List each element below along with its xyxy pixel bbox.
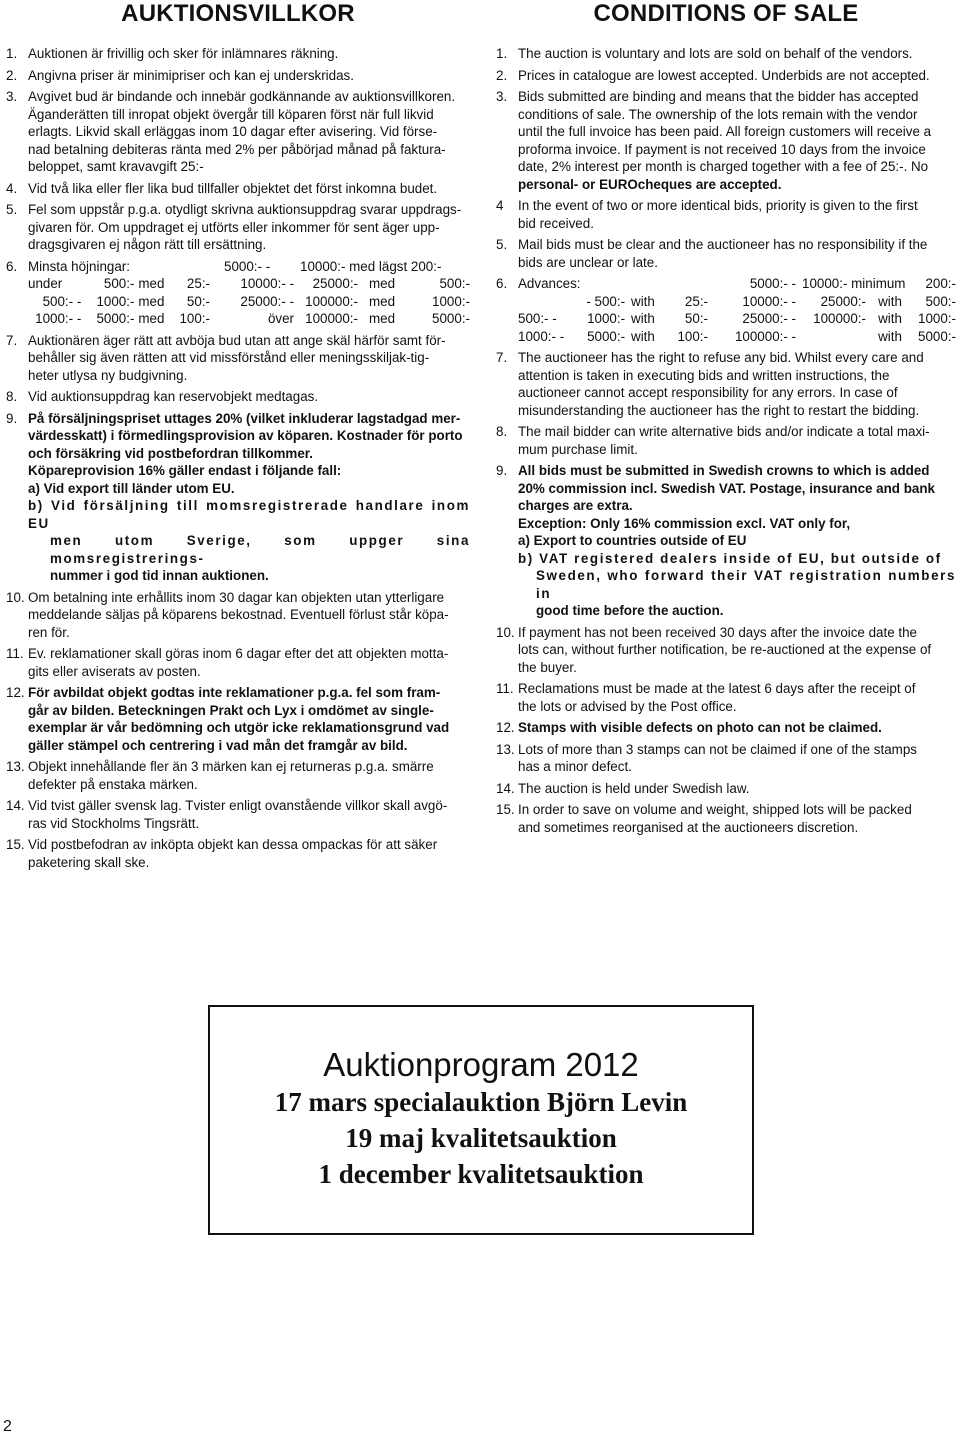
swedish-conditions-column	[6, 0, 470, 875]
list-item: 9. På försäljningspriset uttages 20% (vilket inkluderar lagstadgad mer- värdesskatt) i förmedlingsprovision av köparen. Kostnader för porto och försäkring vid postbefordran tillkommer. Köpareprovision 16% gäller endast i följande fall: a) Vid export till länder utom EU. b) Vid försäljning till momsregistrerade handlare inom EU men utom Sverige, som uppger sina momsregistrerings- nummer i god tid innan auktionen.	[6, 410, 470, 583]
list-item: 3. Bids submitted are binding and means that the bidder has accepted conditions of sale. The ownership of the lots remain with the vendor until the full invoice has been paid. All foreign customers will receive a proforma invoice. If payment is not received 10 days from the invoice date, 2% interest per month is charged together with a fee of 25:-. No personal- or EUROcheques are accepted.	[496, 89, 932, 192]
table-row: Minsta höjningar: 5000:- - 10000:- med lägst 200:-	[28, 258, 442, 274]
list-item: 12. Stamps with visible defects on photo can not be claimed.	[496, 720, 882, 735]
table-row: - 500:- with 25:- 10000:- - 25000:- with 500:-	[586, 293, 956, 309]
english-title: CONDITIONS OF SALE	[593, 0, 859, 27]
list-item: 7. Auktionären äger rätt att avböja bud utan att ange skäl härför samt för- behåller sig även rätten att vid missförstånd eller meningsskiljak-tig- heter utlysa ny budgivning.	[6, 332, 446, 383]
table-row: Advances: 5000:- - 10000:- minimum 200:-	[518, 276, 956, 291]
list-item: 13. Objekt innehållande fler än 3 märken kan ej returneras p.g.a. smärre defekter på enstaka märken.	[6, 759, 434, 792]
table-row: 1000:- - 5000:- med 100:- över 100000:- med 5000:-	[35, 311, 470, 326]
list-item: 7. The auctioneer has the right to refuse any bid. Whilst every care and attention is taken in executing bids and written instructions, the auctioneer cannot accept responsibility for any errors. In case of misunderstanding the auctioneer has the right to restart the bidding.	[496, 350, 924, 418]
list-item: 2. Prices in catalogue are lowest accepted. Underbids are not accepted.	[496, 67, 930, 83]
list-item: 15. In order to save on volume and weight, shipped lots will be packed and sometimes reorganised at the auctioneers discretion.	[496, 802, 912, 835]
program-title: Auktionprogram 2012	[323, 1046, 639, 1083]
list-item: 4. Vid två lika eller fler lika bud tillfaller objektet det först inkomna budet.	[6, 180, 438, 196]
swedish-title: AUKTIONSVILLKOR	[121, 0, 355, 27]
list-item: 14. Vid tvist gäller svensk lag. Tvister enligt ovanstående villkor skall avgö- ras vid Stockholms Tingsrätt.	[6, 798, 448, 831]
list-item: 3. Avgivet bud är bindande och innebär godkännande av auktionsvillkoren. Äganderätten till inropat objekt övergår till köparen först när full likvid erlagts. Likvid skall erläggas inom 10 dagar efter avisering. Vid förse- nad betalning debiteras ränta med 2% per påbörjad månad på faktura- beloppet, samt kravavgift 25:-	[6, 89, 456, 174]
list-item: 15. Vid postbefodran av inköpta objekt kan dessa ompackas för att säker paketering skall ske.	[6, 837, 438, 870]
list-item: 14. The auction is held under Swedish law.	[496, 780, 750, 796]
minimum-increments-table	[28, 258, 470, 328]
english-conditions-list	[496, 45, 956, 836]
list-item: 11. Reclamations must be made at the latest 6 days after the receipt of the lots or advised by the Post office.	[496, 681, 916, 714]
list-item: 8. Vid auktionsuppdrag kan reservobjekt medtagas.	[6, 389, 319, 404]
list-item: 1. Auktionen är frivillig och sker för inlämnares räkning.	[6, 46, 339, 61]
list-item: 6. Minsta höjningar: 5000:- - 10000:- med lägst 200:- under 500:- med 25:- 10000:- - 25000:- med 500:- 500:- - 1000:- med 50:- 25000:- - 100000:- med 1000:- 1000:- - 5000:- med 100:- över 100000:- med 5000:-	[6, 258, 470, 326]
list-item: 13. Lots of more than 3 stamps can not be claimed if one of the stamps has a minor defect.	[496, 741, 917, 774]
swedish-conditions-list	[6, 45, 470, 871]
list-item: 2. Angivna priser är minimipriser och kan ej underskridas.	[6, 67, 354, 83]
list-item: 1. The auction is voluntary and lots are sold on behalf of the vendors.	[496, 46, 913, 61]
table-row: under 500:- med 25:- 10000:- - 25000:- med 500:-	[28, 276, 470, 291]
list-item: 10. Om betalning inte erhållits inom 30 dagar kan objekten utan ytterligare meddelande säljas på köparens bekostnad. Eventuell förlust står köpa- ren för.	[6, 589, 449, 640]
list-item: 8. The mail bidder can write alternative bids and/or indicate a total maxi- mum purchase limit.	[496, 424, 930, 457]
list-item: 10. If payment has not been received 30 days after the invoice date the lots can, without further notification, be re-auctioned at the expense of the buyer.	[496, 624, 932, 675]
auction-program-box	[208, 1005, 754, 1235]
table-row: 500:- - 1000:- with 50:- 25000:- - 100000:- with 1000:-	[518, 311, 956, 326]
list-item: 5. Fel som uppstår p.g.a. otydligt skrivna auktionsuppdrag svarar uppdrags- givaren för. Om uppdraget ej utförts eller inkommer för sent äger upp- dragsgivaren ej någon rätt till ersättning.	[6, 202, 462, 252]
list-item: 12. För avbildat objekt godtas inte reklamationer p.g.a. fel som fram- går av bilden. Beteckningen Prakt och Lyx i omdömet av single- exemplar är vår bedömning och utgör icke reklamationsgrund vad gäller stämpel och centrering i vad mån det framgår av bild.	[6, 685, 450, 753]
list-item: 4 In the event of two or more identical bids, priority is given to the first bid received.	[496, 198, 918, 231]
advances-table	[518, 275, 956, 345]
page-number: 2	[3, 1418, 12, 1435]
list-item: 11. Ev. reklamationer skall göras inom 6 dagar efter det att objekten motta- gits eller aviserats av posten.	[6, 646, 449, 679]
program-line: 17 mars specialauktion Björn Levin	[274, 1087, 688, 1117]
list-item: 9. All bids must be submitted in Swedish crowns to which is added 20% commission incl. Swedish VAT. Postage, insurance and bank charges are extra. Exception: Only 16% commission excl. VAT only for, a) Export to countries outside of EU b) VAT registered dealers inside of EU, but outside of Sweden, who forward their VAT registration numbers in good time before the auction.	[496, 463, 956, 618]
program-line: 1 december kvalitetsauktion	[318, 1159, 644, 1189]
english-conditions-column	[496, 0, 956, 840]
table-row: 1000:- - 5000:- with 100:- 100000:- - with 5000:-	[518, 328, 956, 344]
program-line: 19 maj kvalitetsauktion	[345, 1123, 617, 1153]
list-item: 6. Advances: 5000:- - 10000:- minimum 200:- - 500:- with 25:- 10000:- - 25000:- with 500:- 500:- - 1000:- with 50:- 25000:- - 100000:- with 1000:- 1000:- - 5000:- with 100:- 100000:- - with 5000:-	[496, 276, 956, 344]
table-row: 500:- - 1000:- med 50:- 25000:- - 100000:- med 1000:-	[42, 293, 470, 309]
list-item: 5. Mail bids must be clear and the auctioneer has no responsibility if the bids are unclear or late.	[496, 237, 928, 270]
